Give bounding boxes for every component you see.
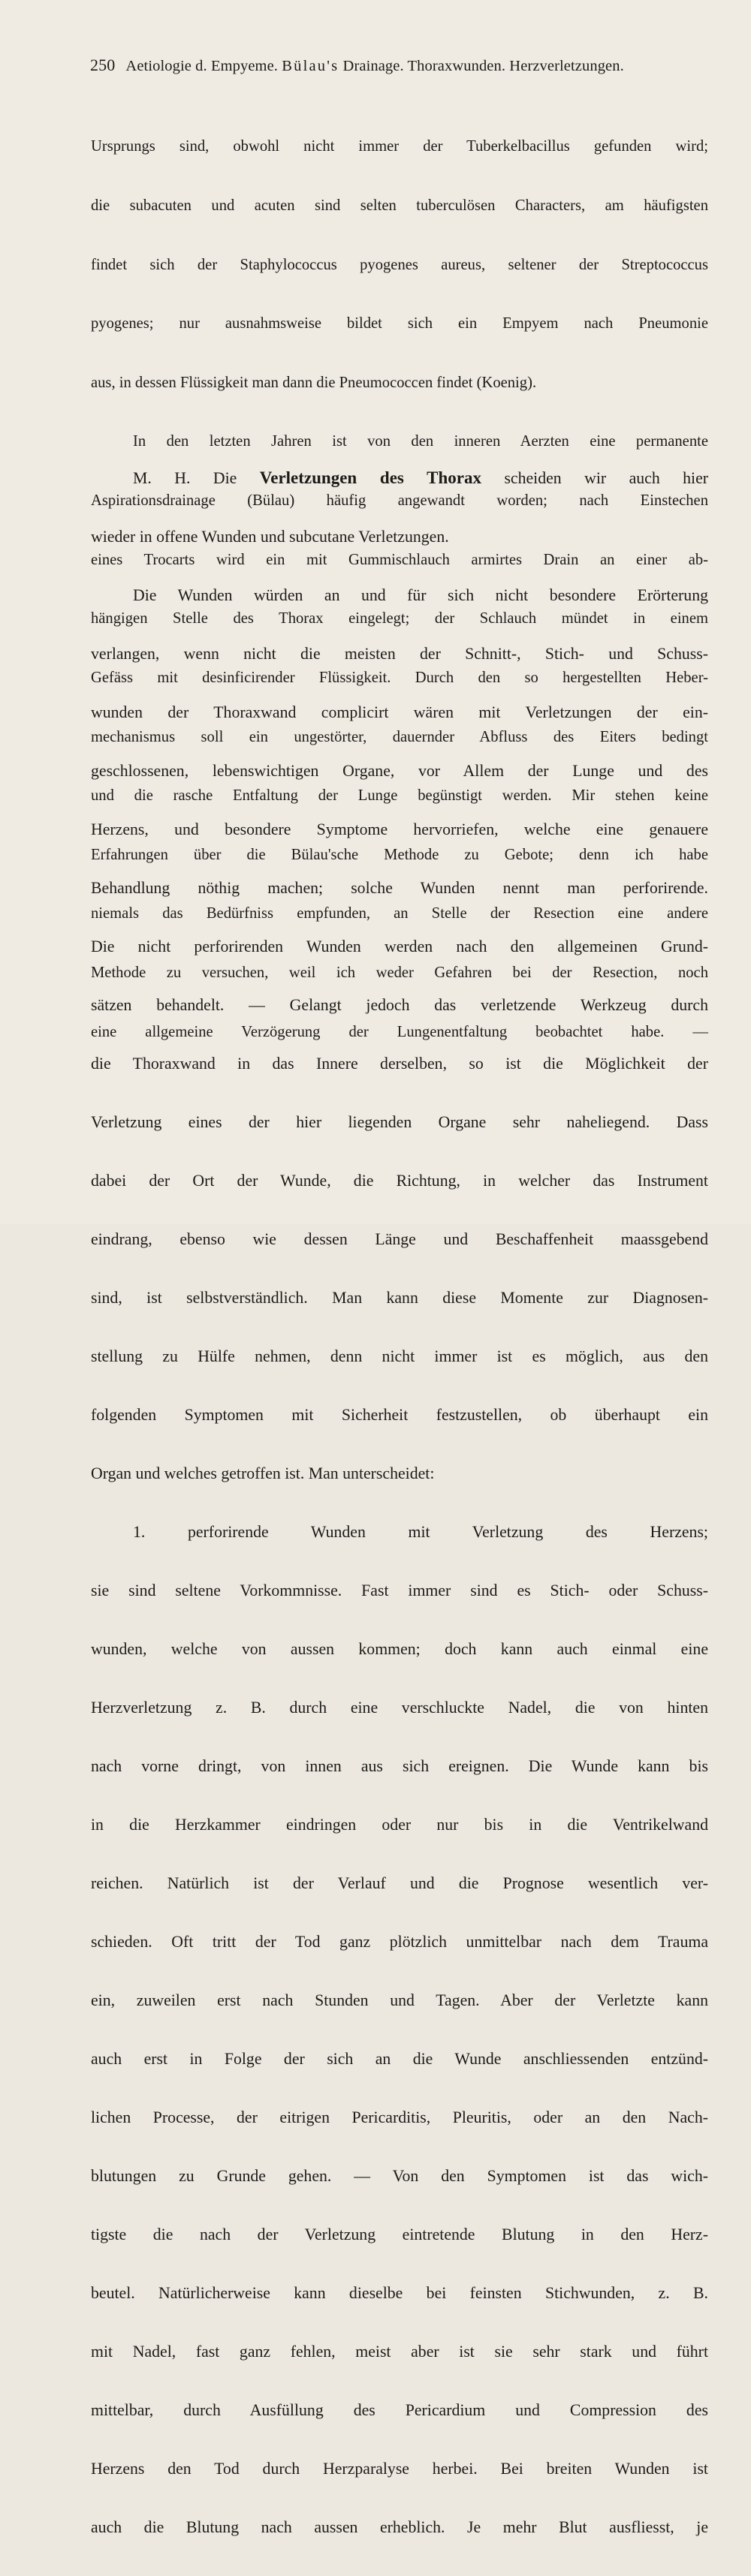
text-line: eindrang, ebenso wie dessen Länge und Beschaffenheit maassgebend bbox=[91, 1230, 708, 1248]
header-title-name: Bülau's bbox=[282, 58, 339, 74]
text-line: Erfahrungen über die Bülau'sche Methode zu Gebote; denn ich habe bbox=[91, 846, 708, 863]
text-line: lichen Processe, der eitrigen Pericarditis, Pleuritis, oder an den Nach- bbox=[91, 2108, 708, 2126]
page-number: 250 bbox=[90, 56, 116, 74]
text-line: mittelbar, durch Ausfüllung des Pericardium und Compression des bbox=[91, 2401, 708, 2419]
header-title-rest: Drainage. Thoraxwunden. Herzverletzungen. bbox=[342, 58, 624, 74]
text-line: auch die Blutung nach aussen erheblich. Je mehr Blut ausfliesst, je bbox=[91, 2518, 708, 2536]
text-line: sie sind seltene Vorkommnisse. Fast immer sind es Stich- oder Schuss- bbox=[91, 1581, 708, 1599]
text-line: eine allgemeine Verzögerung der Lungenentfaltung beobachtet habe. — bbox=[91, 1023, 708, 1040]
text-line: mit Nadel, fast ganz fehlen, meist aber ist sie sehr stark und führt bbox=[91, 2343, 708, 2361]
text-line: In den letzten Jahren ist von den inneren Aerzten eine permanente bbox=[133, 433, 708, 450]
text-line: folgenden Symptomen mit Sicherheit festzustellen, ob überhaupt ein bbox=[91, 1406, 708, 1424]
text-line: Die nicht perforirenden Wunden werden nach den allgemeinen Grund- bbox=[91, 937, 708, 955]
text-line: wieder in offene Wunden und subcutane Verletzungen. bbox=[91, 528, 449, 546]
text-line: verlangen, wenn nicht die meisten der Schnitt-, Stich- und Schuss- bbox=[91, 645, 708, 663]
header-title-prefix: Aetiologie d. Empyeme. bbox=[125, 58, 279, 74]
section-heading-bold: Verletzungen des Thorax bbox=[259, 468, 482, 487]
text-line: hängigen Stelle des Thorax eingelegt; der Schlauch mündet in einem bbox=[91, 610, 708, 627]
text-line: und die rasche Entfaltung der Lunge begünstigt werden. Mir stehen keine bbox=[91, 787, 708, 805]
text-line: sätzen behandelt. — Gelangt jedoch das verletzende Werkzeug durch bbox=[91, 996, 708, 1014]
section-thorax-injuries bbox=[91, 429, 708, 2576]
text-line: blutungen zu Grunde gehen. — Von den Symptomen ist das wich- bbox=[91, 2167, 708, 2185]
text-line: wunden, welche von aussen kommen; doch kann auch einmal eine bbox=[91, 1640, 708, 1658]
text-line: Herzens den Tod durch Herzparalyse herbei. Bei breiten Wunden ist bbox=[91, 2460, 708, 2478]
text-line: eines Trocarts wird ein mit Gummischlauch armirtes Drain an einer ab- bbox=[91, 551, 708, 568]
text-line: pyogenes; nur ausnahmsweise bildet sich ein Empyem nach Pneumonie bbox=[91, 315, 708, 333]
heading-post: scheiden wir auch hier bbox=[504, 469, 709, 487]
text-line: schieden. Oft tritt der Tod ganz plötzlich unmittelbar nach dem Trauma bbox=[91, 1933, 708, 1951]
text-line: die subacuten und acuten sind selten tuberculösen Characters, am häufigsten bbox=[91, 197, 708, 215]
text-line: Herzens, und besondere Symptome hervorriefen, welche eine genauere bbox=[91, 820, 708, 838]
text-line: wunden der Thoraxwand complicirt wären mit Verletzungen der ein- bbox=[91, 703, 708, 721]
running-header bbox=[90, 56, 713, 75]
text-line: die Thoraxwand in das Innere derselben, so ist die Möglichkeit der bbox=[91, 1055, 708, 1073]
text-line: sind, ist selbstverständlich. Man kann diese Momente zur Diagnosen- bbox=[91, 1289, 708, 1307]
heading-pre: M. H. Die bbox=[133, 469, 237, 487]
text-line: auch erst in Folge der sich an die Wunde anschliessenden entzünd- bbox=[91, 2050, 708, 2068]
text-line: Verletzung eines der hier liegenden Organe sehr naheliegend. Dass bbox=[91, 1113, 708, 1131]
text-line: reichen. Natürlich ist der Verlauf und die Prognose wesentlich ver- bbox=[91, 1874, 708, 1892]
text-line: Behandlung nöthig machen; solche Wunden nennt man perforirende. bbox=[91, 879, 708, 897]
text-line: Die Wunden würden an und für sich nicht besondere Erörterung bbox=[133, 586, 708, 604]
text-line: in die Herzkammer eindringen oder nur bis in die Ventrikelwand bbox=[91, 1816, 708, 1834]
text-line: tigste die nach der Verletzung eintretende Blutung in den Herz- bbox=[91, 2225, 708, 2243]
text-line: Gefäss mit desinficirender Flüssigkeit. Durch den so hergestellten Heber- bbox=[91, 669, 708, 686]
text-line: aus, in dessen Flüssigkeit man dann die Pneumococcen findet (Koenig). bbox=[91, 374, 537, 391]
text-line: Ursprungs sind, obwohl nicht immer der Tuberkelbacillus gefunden wird; bbox=[91, 138, 708, 155]
text-line: nach vorne dringt, von innen aus sich ereignen. Die Wunde kann bis bbox=[91, 1757, 708, 1775]
text-line: dabei der Ort der Wunde, die Richtung, in welcher das Instrument bbox=[91, 1172, 708, 1190]
text-line: stellung zu Hülfe nehmen, denn nicht immer ist es möglich, aus den bbox=[91, 1347, 708, 1365]
text-line: Herzverletzung z. B. durch eine verschluckte Nadel, die von hinten bbox=[91, 1699, 708, 1717]
text-line: Aspirationsdrainage (Bülau) häufig angewandt worden; nach Einstechen bbox=[91, 492, 708, 510]
text-line: mechanismus soll ein ungestörter, dauernder Abfluss des Eiters bedingt bbox=[91, 728, 708, 745]
text-line: findet sich der Staphylococcus pyogenes aureus, seltener der Streptococcus bbox=[91, 256, 708, 273]
text-line: geschlossenen, lebenswichtigen Organe, vor Allem der Lunge und des bbox=[91, 762, 708, 780]
text-line: beutel. Natürlicherweise kann dieselbe bei feinsten Stichwunden, z. B. bbox=[91, 2284, 708, 2302]
section-heading-line bbox=[91, 468, 708, 488]
text-line: ein, zuweilen erst nach Stunden und Tagen. Aber der Verletzte kann bbox=[91, 1991, 708, 2009]
text-line: Methode zu versuchen, weil ich weder Gefahren bei der Resection, noch bbox=[91, 964, 708, 981]
text-line: niemals das Bedürfniss empfunden, an Stelle der Resection eine andere bbox=[91, 905, 708, 922]
text-line: Organ und welches getroffen ist. Man unterscheidet: bbox=[91, 1464, 435, 1482]
text-line: 1. perforirende Wunden mit Verletzung des Herzens; bbox=[133, 1523, 708, 1541]
